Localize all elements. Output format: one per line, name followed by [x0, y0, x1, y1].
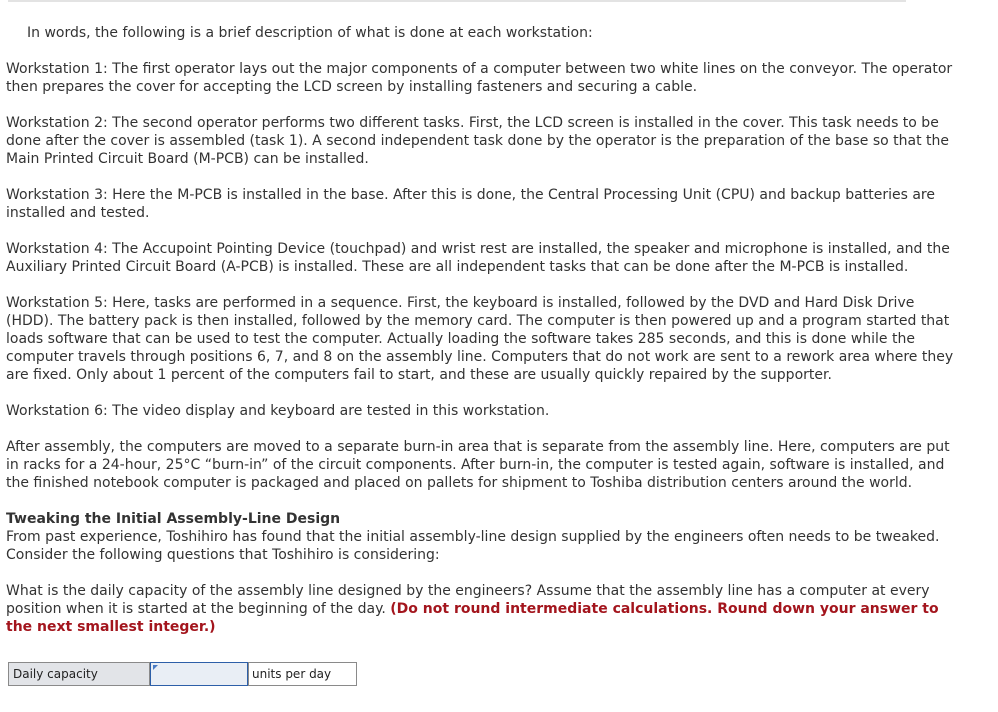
- after-assembly-text: After assembly, the computers are moved to a separate burn-in area that is separate from the assembly line. Here, computers are put in racks for a 24-hour, 25°C “burn-in” of the circuit components. After burn-in, the computer is tested again, software is installed, and the finished notebook computer is packaged and placed on pallets for shipment to Toshiba distribution centers around the world.: [6, 439, 950, 491]
- question-body: What is the daily capacity of the assembly line designed by the engineers? Assume that the assembly line has a computer at every position when it is started at the beginning of the day.: [6, 583, 930, 617]
- question-text: [6, 582, 954, 636]
- workstation-1-text: Workstation 1: The first operator lays out the major components of a computer between two white lines on the conveyor. The operator then prepares the cover for accepting the LCD screen by installing fasteners and securing a cable.: [6, 61, 953, 95]
- workstation-5-text: Workstation 5: Here, tasks are performed in a sequence. First, the keyboard is installed, followed by the DVD and Hard Disk Drive (HDD). The battery pack is then installed, followed by the memory card. The computer is then powered up and a program started that loads software that can be used to test the computer. Actually loading the software takes 285 seconds, and this is done while the computer travels through positions 6, 7, and 8 on the assembly line. Computers that do not work are sent to a rework area where they are fixed. Only about 1 percent of the computers fail to start, and these are usually quickly repaired by the supporter.: [6, 295, 954, 383]
- workstation-3-text: Workstation 3: Here the M-PCB is installed in the base. After this is done, the Central Processing Unit (CPU) and backup batteries are installed and tested.: [6, 187, 935, 221]
- section-body: From past experience, Toshihiro has found that the initial assembly-line design supplied by the engineers often needs to be tweaked. Consider the following questions that Toshihiro is considering:: [6, 529, 940, 563]
- answer-input-container[interactable]: [150, 662, 248, 686]
- question-instruction: (Do not round intermediate calculations. Round down your answer to the next smallest integer.): [6, 601, 939, 635]
- section-heading: Tweaking the Initial Assembly-Line Design: [6, 511, 341, 527]
- problem-text: [6, 24, 954, 654]
- daily-capacity-input[interactable]: [151, 663, 247, 685]
- workstation-2-text: Workstation 2: The second operator performs two different tasks. First, the LCD screen is installed in the cover. This task needs to be done after the cover is assembled (task 1). A second independent task done by the operator is the preparation of the base so that the Main Printed Circuit Board (M-PCB) can be installed.: [6, 115, 949, 167]
- top-divider: [8, 0, 906, 2]
- workstation-6-text: Workstation 6: The video display and keyboard are tested in this workstation.: [6, 403, 550, 419]
- input-marker-icon: [153, 665, 158, 670]
- workstation-4-text: Workstation 4: The Accupoint Pointing Device (touchpad) and wrist rest are installed, the speaker and microphone is installed, and the Auxiliary Printed Circuit Board (A-PCB) is installed. These are all independent tasks that can be done after the M-PCB is installed.: [6, 241, 950, 275]
- answer-unit: units per day: [248, 662, 357, 686]
- answer-label: Daily capacity: [8, 662, 150, 686]
- answer-row: [8, 662, 357, 686]
- intro-text: In words, the following is a brief description of what is done at each workstation:: [27, 25, 593, 41]
